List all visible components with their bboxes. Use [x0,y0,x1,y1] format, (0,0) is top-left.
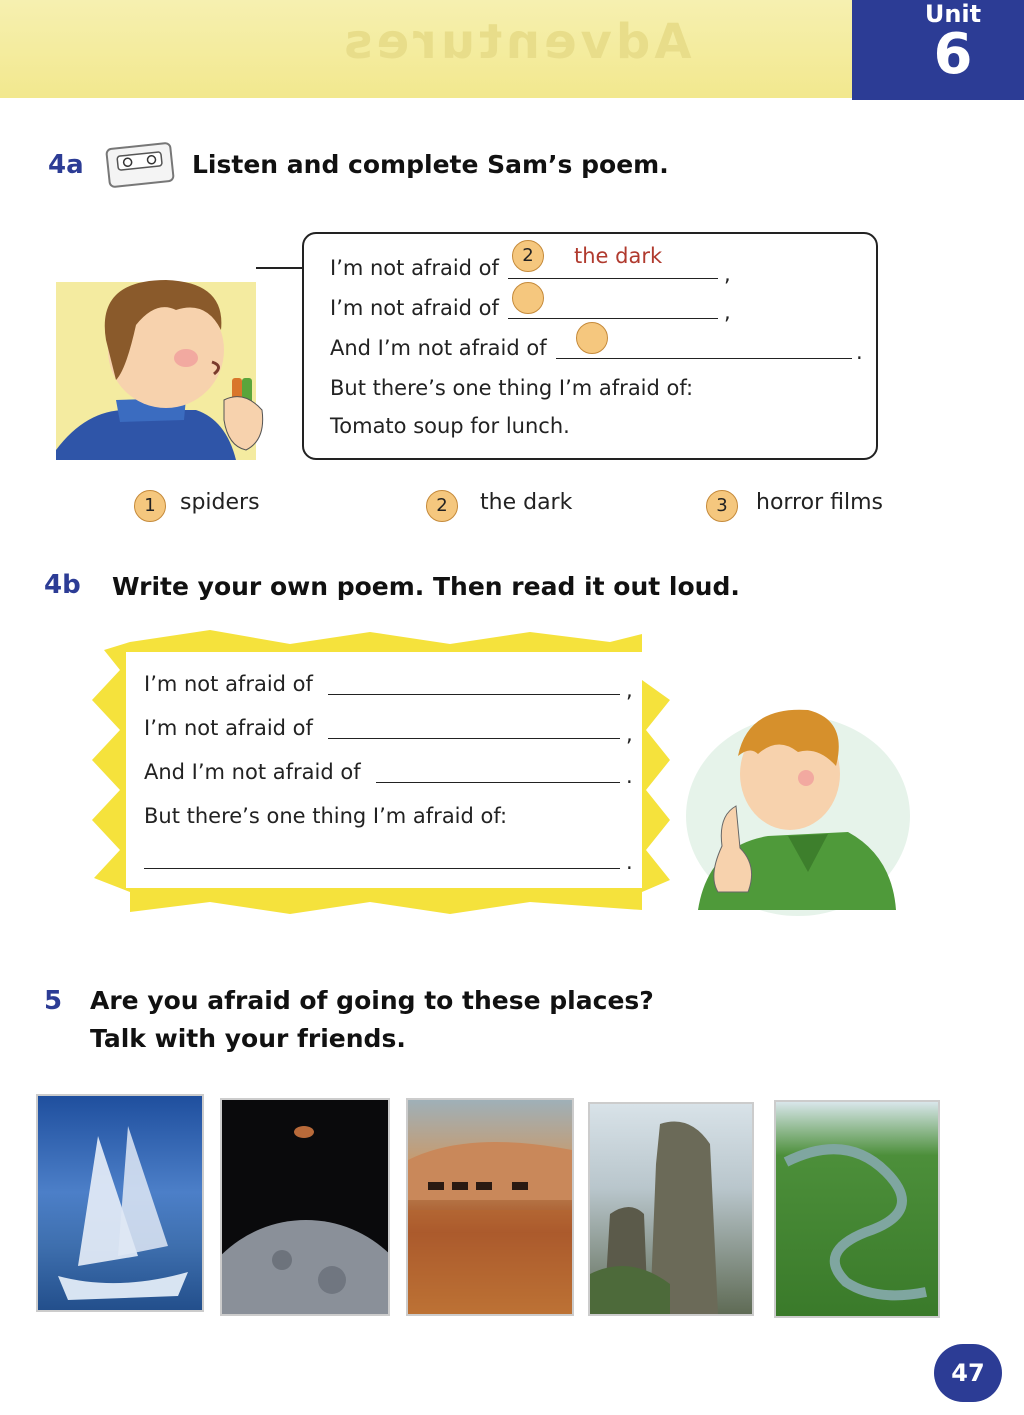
own-poem-line-4: But there’s one thing I’m afraid of: [144,804,508,828]
sam-illustration [56,270,276,470]
exercise-4a-number: 4a [48,150,84,180]
photo-moon [220,1098,390,1316]
own-poem-blank-1[interactable] [328,694,620,695]
cassette-icon [104,140,176,190]
photo-sailing-ship [36,1094,204,1312]
own-poem-blank-3[interactable] [376,782,620,783]
thinking-boy-illustration [678,696,914,922]
exercise-4b-instruction: Write your own poem. Then read it out loud. [112,572,740,601]
poem-blank-2[interactable] [508,318,718,319]
own-poem-period-4: . [626,850,633,874]
poem-line-3: And I’m not afraid of [330,336,547,360]
option-1-number: 1 [134,490,166,522]
poem-line-3-circle[interactable] [576,322,608,354]
exercise-4a-instruction: Listen and complete Sam’s poem. [192,150,669,179]
photo-rock-pillars [588,1102,754,1316]
unit-tab [852,0,1024,100]
poem-line-1-answer: the dark [574,244,663,268]
unit-label: Unit [924,0,982,28]
own-poem-blank-4[interactable] [144,868,620,869]
option-2-text: the dark [480,490,573,515]
photo-river-jungle [774,1100,940,1318]
poem-line-4: But there’s one thing I’m afraid of: [330,376,694,400]
option-3-text: horror films [756,490,883,515]
poem-blank-3[interactable] [556,358,852,359]
option-3-number: 3 [706,490,738,522]
own-poem-line-2: I’m not afraid of [144,716,313,740]
poem-line-1: I’m not afraid of [330,256,499,280]
header-title: Adventures [340,14,692,70]
poem-comma-2: , [724,300,731,324]
own-poem-comma-2: , [626,722,633,746]
poem-line-2: I’m not afraid of [330,296,499,320]
exercise-5-number: 5 [44,986,63,1016]
own-poem-blank-2[interactable] [328,738,620,739]
poem-line-2-circle[interactable] [512,282,544,314]
own-poem-line-1: I’m not afraid of [144,672,313,696]
exercise-5-instruction-line-1: Are you afraid of going to these places? [90,986,654,1015]
poem-line-1-number: 2 [512,240,544,272]
poem-period-3: . [856,340,863,364]
own-poem-line-3: And I’m not afraid of [144,760,361,784]
own-poem-period-3: . [626,764,633,788]
option-2-number: 2 [426,490,458,522]
page-number: 47 [934,1344,1002,1402]
option-1-text: spiders [180,490,260,515]
photo-desert-camels [406,1098,574,1316]
poem-blank-1[interactable] [508,278,718,279]
exercise-5-instruction-line-2: Talk with your friends. [90,1024,406,1053]
poem-line-5: Tomato soup for lunch. [330,414,570,438]
poem-comma-1: , [724,262,731,286]
exercise-4b-number: 4b [44,570,81,600]
own-poem-comma-1: , [626,678,633,702]
unit-number: 6 [933,22,973,87]
bubble-tail [256,258,306,278]
